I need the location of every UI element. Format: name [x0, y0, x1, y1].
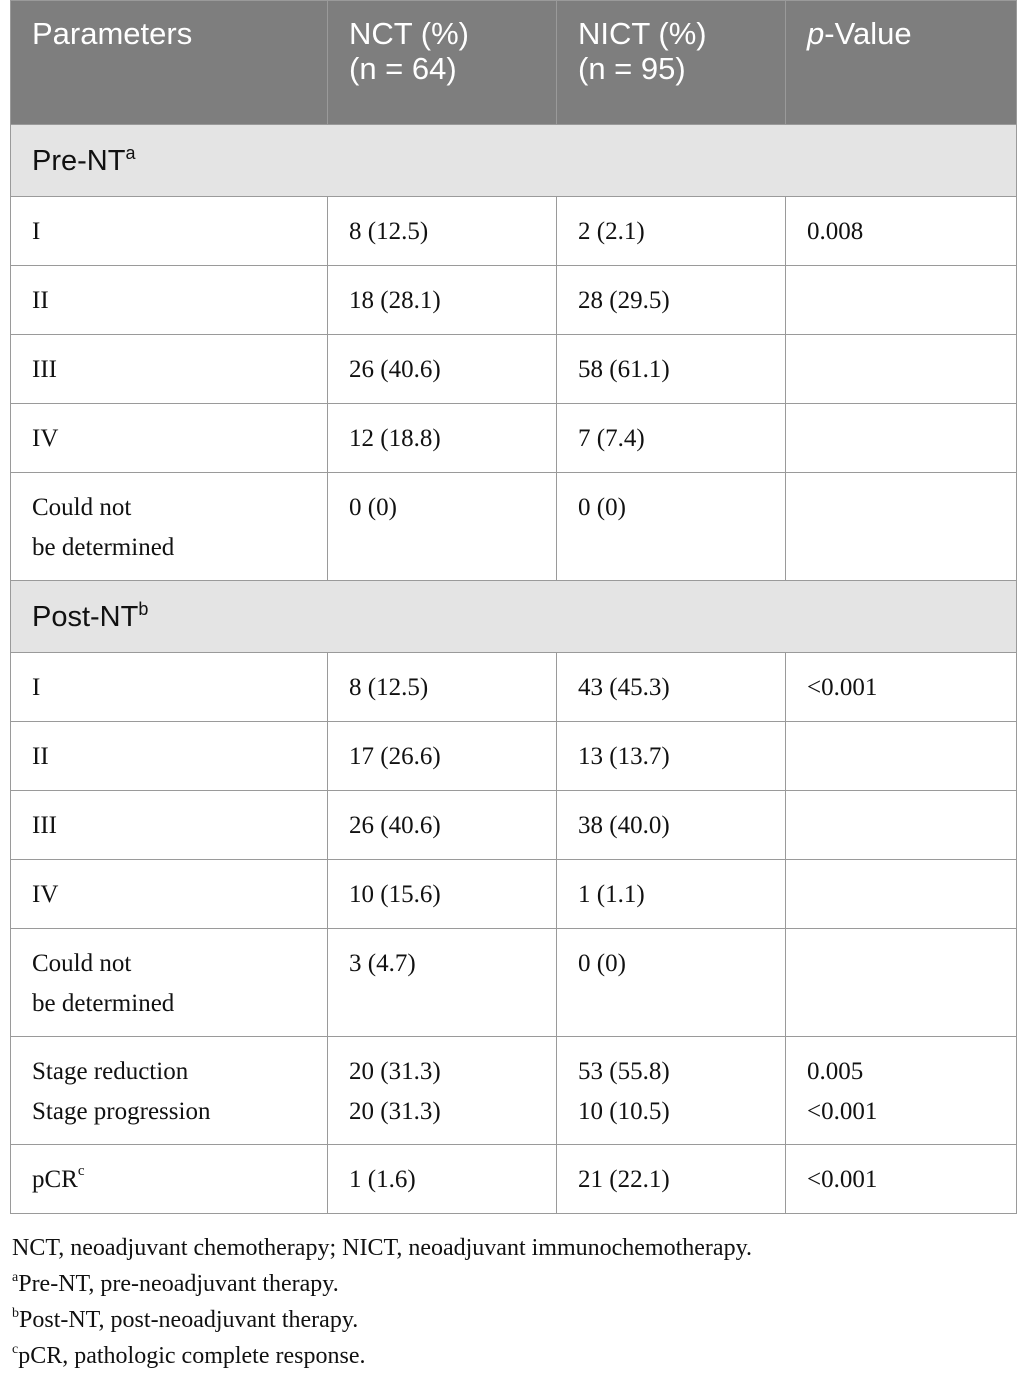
- table-row: [11, 404, 1017, 473]
- nict-cell: 53 (55.8) 10 (10.5): [557, 1037, 786, 1145]
- p-cell: 0.008: [786, 197, 1017, 266]
- p-cell: [786, 860, 1017, 929]
- footnote-c: $^c$pCR, pathologic complete response.: [12, 1342, 366, 1369]
- nct-cell: 8 (12.5): [328, 197, 557, 266]
- nct-cell: 26 (40.6): [328, 335, 557, 404]
- p-cell: <0.001: [786, 1145, 1017, 1214]
- param-cell: I: [11, 653, 328, 722]
- nict-cell: 38 (40.0): [557, 791, 786, 860]
- param-cell: III: [11, 335, 328, 404]
- table-wrapper: [10, 0, 1016, 1214]
- nict-cell: 28 (29.5): [557, 266, 786, 335]
- table-row-stage-change: [11, 1037, 1017, 1145]
- p-cell: [786, 404, 1017, 473]
- table-row: [11, 860, 1017, 929]
- header-parameters: Parameters: [11, 1, 328, 125]
- p-cell: 0.005 <0.001: [786, 1037, 1017, 1145]
- results-table: [10, 0, 1017, 1214]
- table-row-pcr: [11, 1145, 1017, 1214]
- section-post-nt: [11, 581, 1017, 653]
- nct-cell: 10 (15.6): [328, 860, 557, 929]
- p-cell: [786, 791, 1017, 860]
- param-cell: II: [11, 266, 328, 335]
- table-footnotes: [12, 1230, 752, 1374]
- nct-cell: 12 (18.8): [328, 404, 557, 473]
- table-row: [11, 197, 1017, 266]
- nct-cell: 8 (12.5): [328, 653, 557, 722]
- footnote-abbreviations: NCT, neoadjuvant chemotherapy; NICT, neoadjuvant immunochemotherapy.: [12, 1235, 753, 1261]
- footnote-b: $^b$Post-NT, post-neoadjuvant therapy.: [12, 1306, 359, 1333]
- param-cell: IV: [11, 860, 328, 929]
- nct-cell: 17 (26.6): [328, 722, 557, 791]
- nict-cell: 7 (7.4): [557, 404, 786, 473]
- param-cell: pCR$^c$: [11, 1145, 328, 1214]
- footnote-a: $^a$Pre-NT, pre-neoadjuvant therapy.: [12, 1270, 339, 1297]
- nct-cell: 0 (0): [328, 473, 557, 581]
- nct-cell: 18 (28.1): [328, 266, 557, 335]
- param-cell: I: [11, 197, 328, 266]
- nct-cell: 1 (1.6): [328, 1145, 557, 1214]
- table-row: [11, 653, 1017, 722]
- param-cell: III: [11, 791, 328, 860]
- section-label: Post-$NT^b$: [11, 581, 1017, 653]
- p-cell: [786, 266, 1017, 335]
- table-row: [11, 929, 1017, 1037]
- section-label: Pre-$NT^a$: [11, 125, 1017, 197]
- nict-cell: 2 (2.1): [557, 197, 786, 266]
- section-pre-nt: [11, 125, 1017, 197]
- param-cell: Stage reduction Stage progression: [11, 1037, 328, 1145]
- table-row: [11, 266, 1017, 335]
- nict-cell: 0 (0): [557, 929, 786, 1037]
- p-cell: <0.001: [786, 653, 1017, 722]
- header-row: [11, 1, 1017, 125]
- p-cell: [786, 473, 1017, 581]
- table-row: [11, 335, 1017, 404]
- header-nct: NCT (%) (n = 64): [328, 1, 557, 125]
- nict-cell: 13 (13.7): [557, 722, 786, 791]
- param-cell: Could not be determined: [11, 929, 328, 1037]
- header-p-value: p-Value: [786, 1, 1017, 125]
- nct-cell: 3 (4.7): [328, 929, 557, 1037]
- nict-cell: 58 (61.1): [557, 335, 786, 404]
- nct-cell: 20 (31.3) 20 (31.3): [328, 1037, 557, 1145]
- table-row: [11, 722, 1017, 791]
- table-row: [11, 791, 1017, 860]
- param-cell: Could not be determined: [11, 473, 328, 581]
- p-cell: [786, 929, 1017, 1037]
- p-cell: [786, 335, 1017, 404]
- param-cell: II: [11, 722, 328, 791]
- nict-cell: 21 (22.1): [557, 1145, 786, 1214]
- nict-cell: 1 (1.1): [557, 860, 786, 929]
- table-row: [11, 473, 1017, 581]
- param-cell: IV: [11, 404, 328, 473]
- nict-cell: 0 (0): [557, 473, 786, 581]
- nct-cell: 26 (40.6): [328, 791, 557, 860]
- header-nict: NICT (%) (n = 95): [557, 1, 786, 125]
- nict-cell: 43 (45.3): [557, 653, 786, 722]
- p-cell: [786, 722, 1017, 791]
